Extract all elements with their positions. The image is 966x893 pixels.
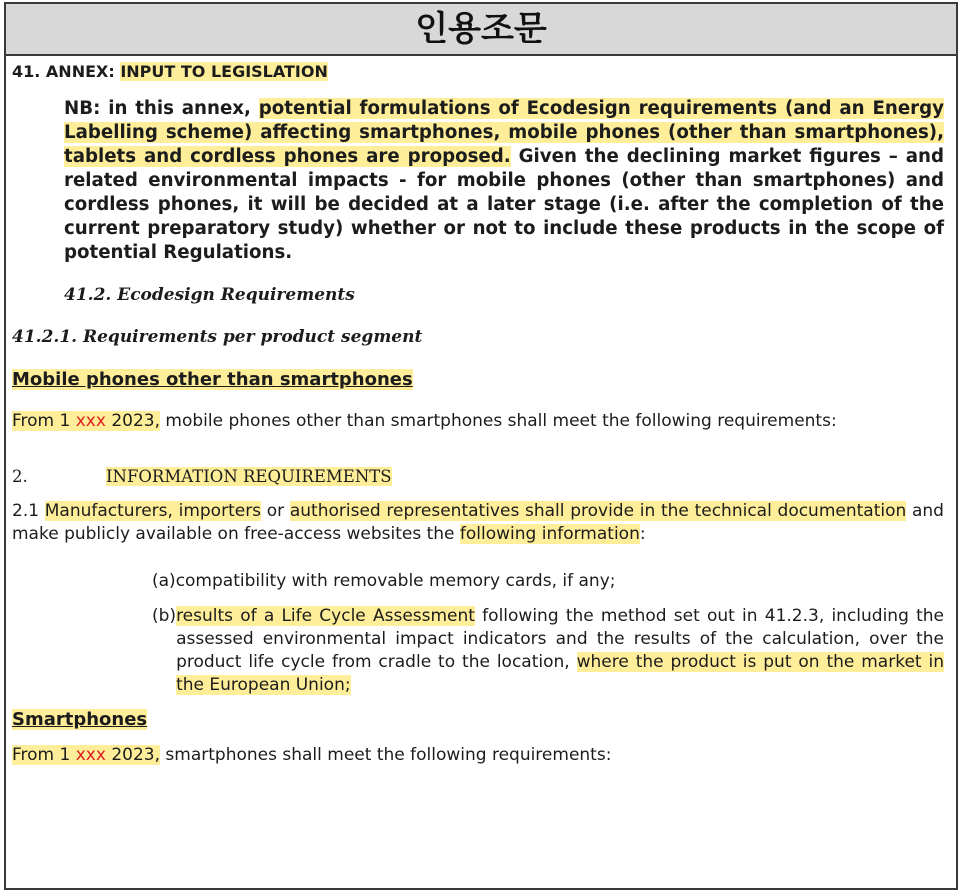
smart-from-rest: smartphones shall meet the following requirements: bbox=[160, 745, 612, 765]
p21-text-1: or bbox=[261, 501, 290, 521]
page-title: 인용조문 bbox=[6, 4, 956, 56]
list-item bbox=[152, 570, 944, 593]
smart-year: 2023, bbox=[105, 745, 161, 765]
information-list bbox=[152, 570, 944, 697]
p21-highlight-1: Manufacturers, importers bbox=[44, 501, 262, 521]
smartphones-heading bbox=[12, 709, 944, 730]
mobile-from-rest: mobile phones other than smartphones shall meet the following requirements: bbox=[160, 411, 837, 431]
list-b-text-1: following the method set out in 41.2.3, including the assessed environmental impact indicators and the results of the calculation, over the product life cycle from cradle to the location, bbox=[176, 606, 944, 672]
document-body bbox=[6, 62, 956, 767]
nb-prefix: NB: in this annex, bbox=[64, 98, 259, 119]
annex-heading bbox=[12, 62, 944, 81]
section-41-2-heading: 41.2. Ecodesign Requirements bbox=[64, 285, 355, 305]
annex-title: INPUT TO LEGISLATION bbox=[120, 62, 328, 81]
nb-paragraph bbox=[64, 97, 944, 265]
document-frame bbox=[4, 2, 958, 890]
p21-highlight-3: following information bbox=[459, 524, 640, 544]
mobile-phones-heading bbox=[12, 369, 944, 390]
nb-rest: Given the declining market figures – and related environmental impacts - for mobile phones (other than smartphones) and cordless phones, it will be decided at a later stage (i.e. after the completion of the current preparatory study) whether or not to include these products in the scope of potential Regulations. bbox=[64, 146, 944, 263]
paragraph-2-1 bbox=[12, 500, 944, 546]
list-item-b-text bbox=[176, 605, 944, 697]
nb-highlight: potential formulations of Ecodesign requirements (and an Energy Labelling scheme) affecting smartphones, mobile phones (other than smartphones), tablets and cordless phones are proposed. bbox=[64, 98, 944, 167]
smart-from-prefix: From 1 bbox=[12, 745, 76, 765]
info-number: 2. bbox=[12, 467, 28, 486]
smartphones-title: Smartphones bbox=[12, 709, 148, 730]
list-marker-b: (b) bbox=[152, 606, 177, 626]
information-requirements-heading bbox=[12, 467, 944, 486]
info-title: INFORMATION REQUIREMENTS bbox=[106, 467, 392, 486]
list-item bbox=[152, 605, 944, 697]
mobile-from-prefix: From 1 bbox=[12, 411, 76, 431]
p21-text-2: and make publicly available on free-access websites the bbox=[12, 501, 944, 544]
mobile-xxx: xxx bbox=[75, 411, 106, 431]
list-marker-a: (a) bbox=[152, 571, 176, 591]
section-41-2-1-heading: 41.2.1. Requirements per product segment bbox=[12, 327, 423, 347]
p21-text-3: : bbox=[639, 524, 646, 544]
mobile-year: 2023, bbox=[105, 411, 161, 431]
mobile-phones-title: Mobile phones other than smartphones bbox=[12, 369, 413, 390]
p21-highlight-2: authorised representatives shall provide in the technical documentation bbox=[289, 501, 907, 521]
mobile-from-paragraph bbox=[12, 410, 944, 433]
annex-number: 41. ANNEX: bbox=[12, 62, 121, 81]
p21-number: 2.1 bbox=[12, 501, 45, 521]
list-b-highlight-2: where the product is put on the market in the European Union; bbox=[176, 652, 944, 695]
list-b-highlight-1: results of a Life Cycle Assessment bbox=[176, 606, 475, 626]
smartphones-from-paragraph bbox=[12, 744, 944, 767]
smart-xxx: xxx bbox=[75, 745, 106, 765]
list-item-a-text: compatibility with removable memory cards, if any; bbox=[175, 571, 616, 591]
